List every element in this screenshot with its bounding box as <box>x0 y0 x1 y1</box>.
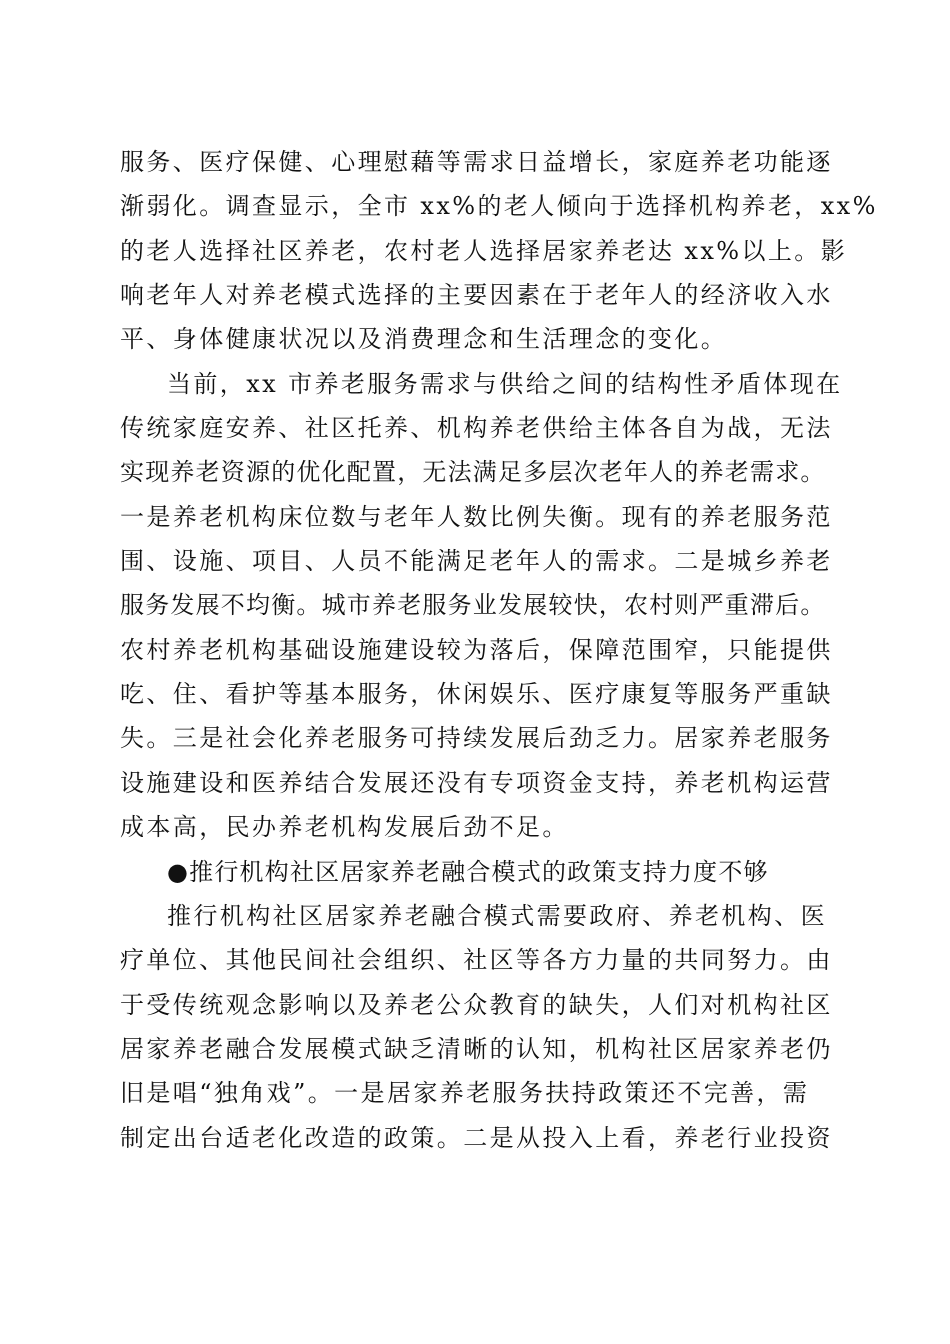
text-line: 实现养老资源的优化配置，无法满足多层次老年人的养老需求。 <box>120 458 826 487</box>
text-line: 推行机构社区居家养老融合模式需要政府、养老机构、医 <box>167 901 827 930</box>
text-line: 疗单位、其他民间社会组织、社区等各方力量的共同努力。由 <box>120 946 833 975</box>
text-line: 当前，xx 市养老服务需求与供给之间的结构性矛盾体现在 <box>167 369 843 398</box>
text-line: 吃、住、看护等基本服务，休闲娱乐、医疗康复等服务严重缺 <box>120 680 833 709</box>
text-line: 传统家庭安养、社区托养、机构养老供给主体各自为战，无法 <box>120 414 833 443</box>
section-heading: ●推行机构社区居家养老融合模式的政策支持力度不够 <box>167 857 769 886</box>
text-line: 居家养老融合发展模式缺乏清晰的认知，机构社区居家养老仍 <box>120 1034 833 1063</box>
text-line: 于受传统观念影响以及养老公众教育的缺失，人们对机构社区 <box>120 990 833 1019</box>
text-line: 成本高，民办养老机构发展后劲不足。 <box>120 813 569 842</box>
text-line: 一是养老机构床位数与老年人数比例失衡。现有的养老服务范 <box>120 502 833 531</box>
text-line: 设施建设和医养结合发展还没有专项资金支持，养老机构运营 <box>120 768 833 797</box>
text-line: 平、身体健康状况以及消费理念和生活理念的变化。 <box>120 325 728 354</box>
text-line: 响老年人对养老模式选择的主要因素在于老年人的经济收入水 <box>120 281 833 310</box>
text-line: 围、设施、项目、人员不能满足老年人的需求。二是城乡养老 <box>120 547 833 576</box>
text-line: 渐弱化。调查显示，全市 xx%的老人倾向于选择机构养老，xx% <box>120 192 878 221</box>
text-line: 的老人选择社区养老，农村老人选择居家养老达 xx%以上。影 <box>120 236 848 265</box>
text-line: 农村养老机构基础设施建设较为落后，保障范围窄，只能提供 <box>120 635 833 664</box>
text-line: 失。三是社会化养老服务可持续发展后劲乏力。居家养老服务 <box>120 724 833 753</box>
text-line: 旧是唱“独角戏”。一是居家养老服务扶持政策还不完善，需 <box>120 1079 810 1108</box>
text-line: 服务发展不均衡。城市养老服务业发展较快，农村则严重滞后。 <box>120 591 826 620</box>
text-line: 服务、医疗保健、心理慰藉等需求日益增长，家庭养老功能逐 <box>120 148 833 176</box>
document-body <box>120 140 878 1160</box>
text-line: 制定出台适老化改造的政策。二是从投入上看，养老行业投资 <box>120 1123 833 1152</box>
